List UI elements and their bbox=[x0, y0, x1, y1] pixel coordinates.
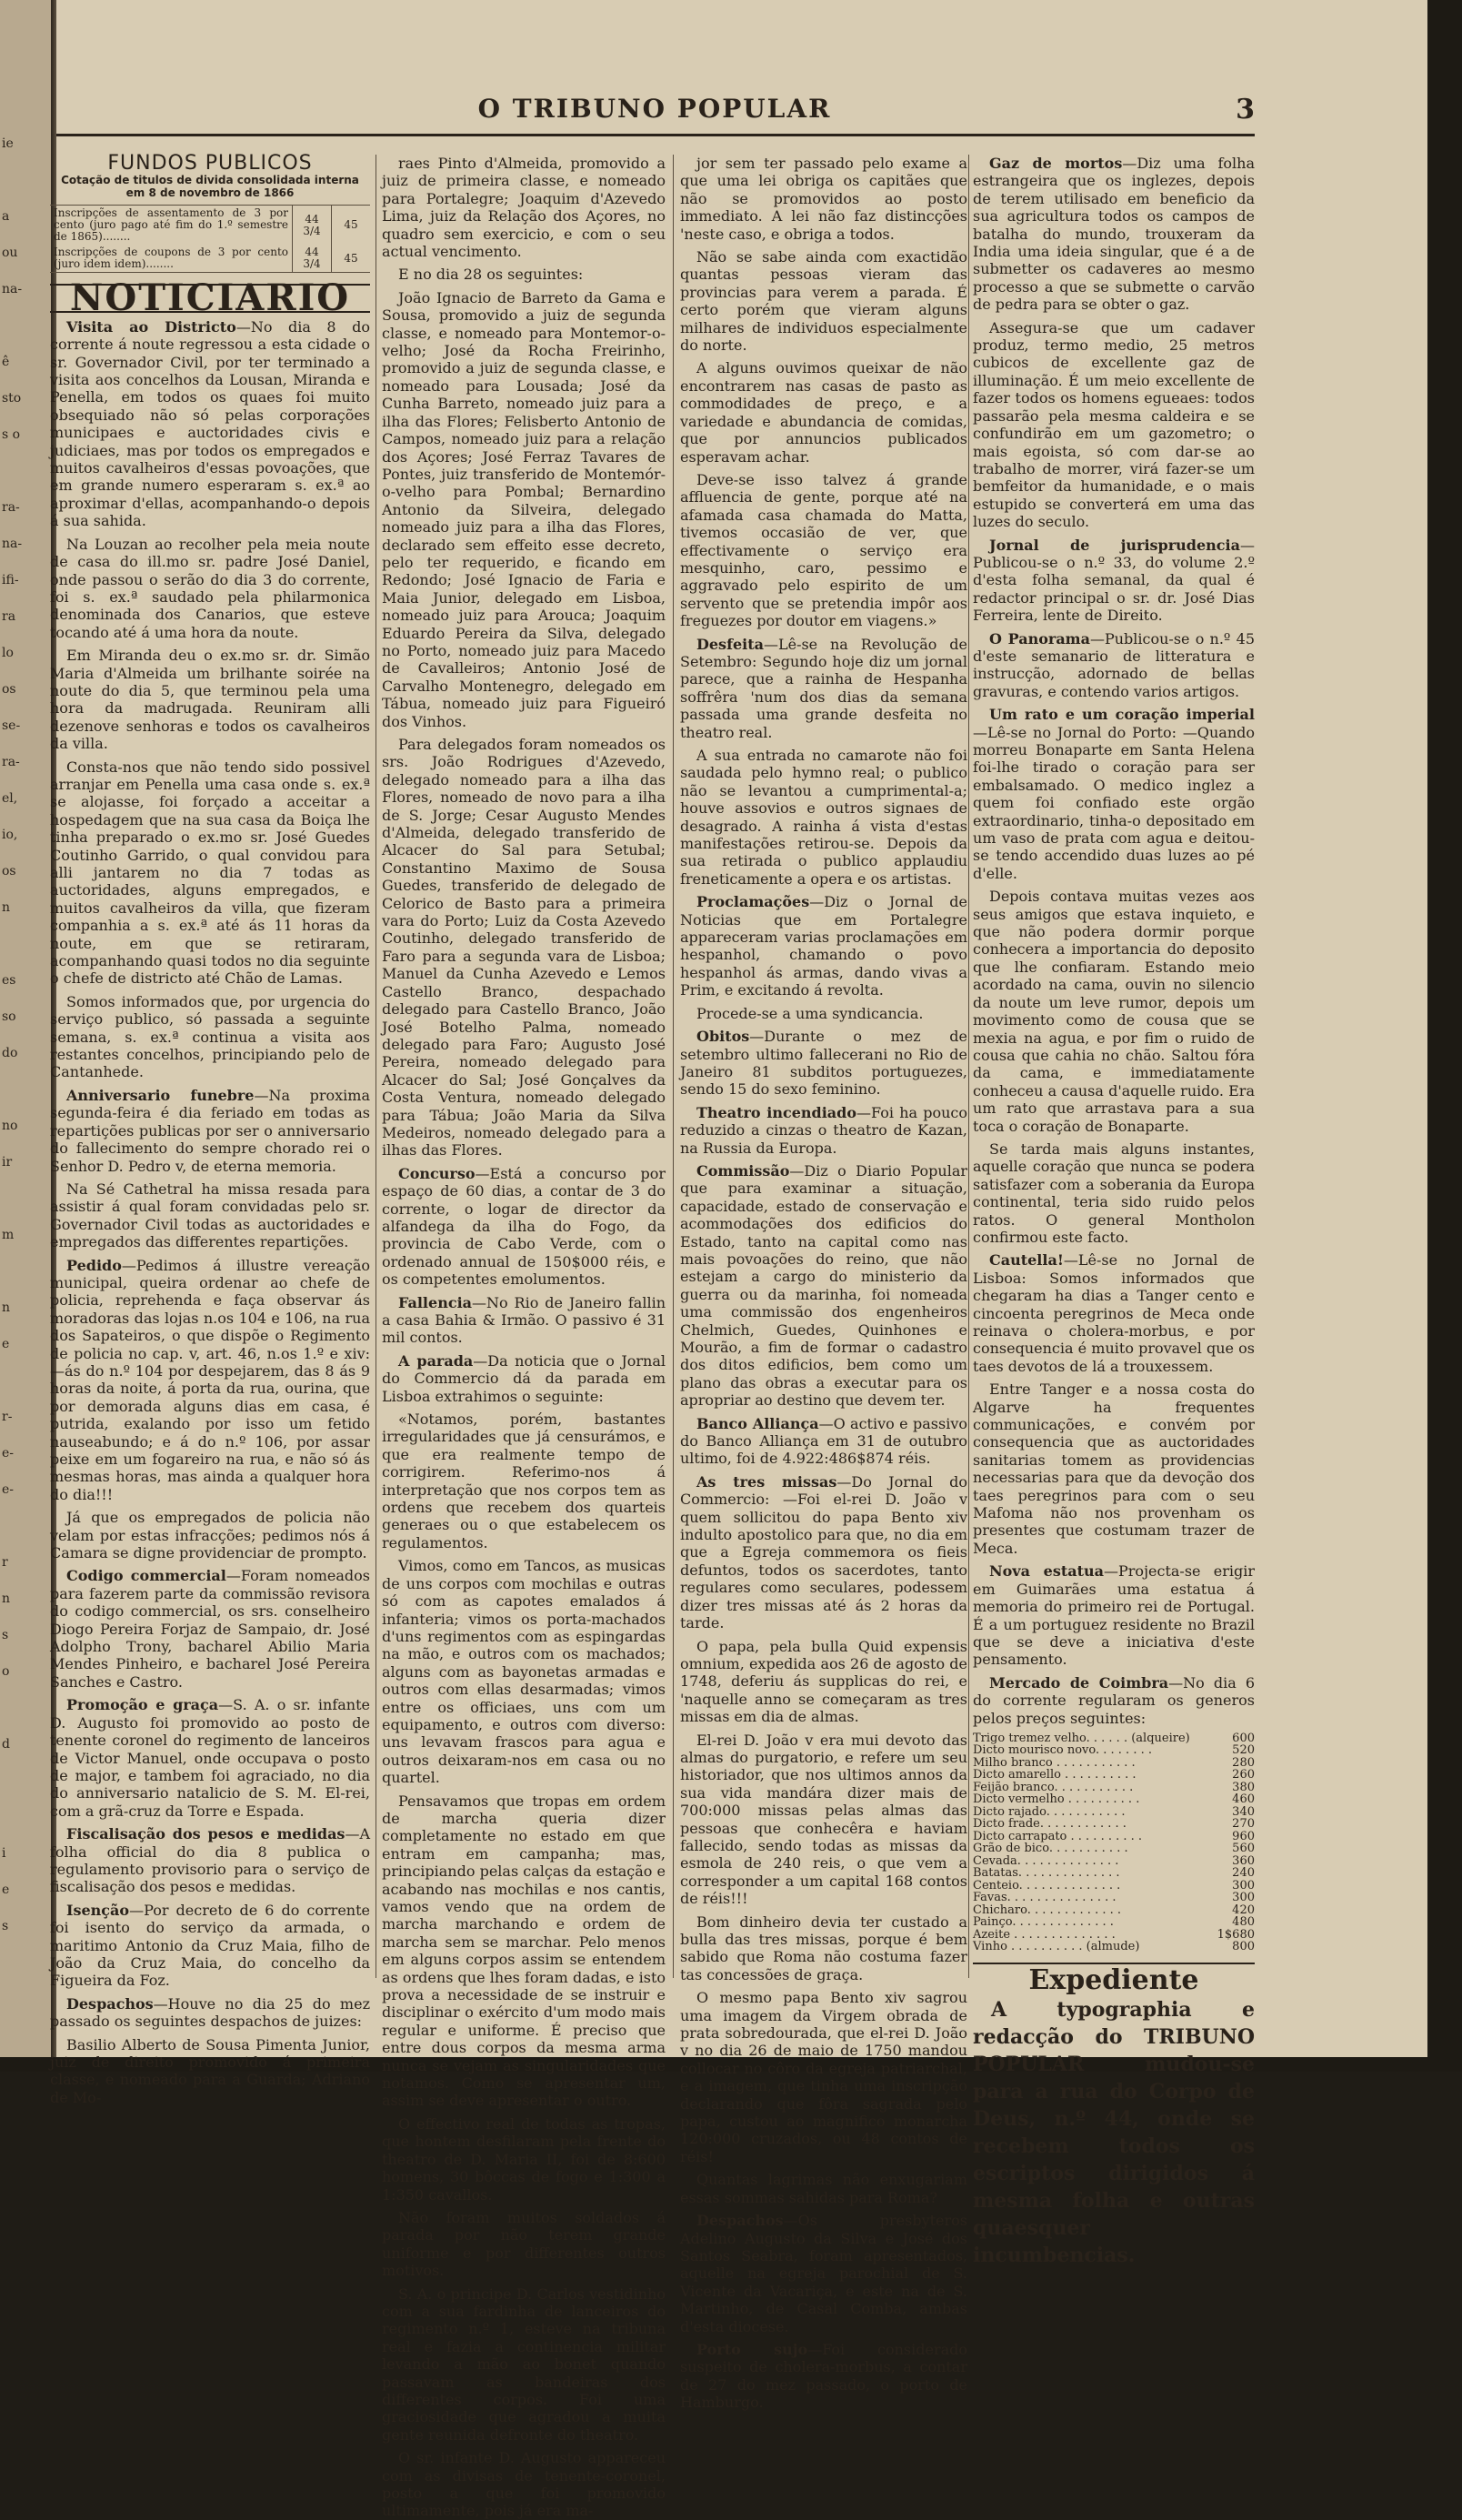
table-row bbox=[973, 1904, 1255, 1917]
article-paragraph bbox=[680, 1989, 967, 2165]
prev-page-fragment: d bbox=[2, 1737, 10, 1752]
article-body: Quantas lagrimas não enxugariam essas sommas sahidas para Roma? bbox=[680, 2171, 967, 2206]
prev-page-fragment: no bbox=[2, 1119, 18, 1133]
article-paragraph bbox=[382, 1352, 666, 1405]
expediente-notice: A typographia e redacção do TRIBUNO POPULAR mudou-se para a rua do Corpo de Deus, n.º 44, onde se recebem todos os escriptos dirigidos á mesma folha e outras quaesquer incumbencias. bbox=[973, 1998, 1255, 2268]
mercado-item: Grão de bico. . . . . . . . . . . bbox=[973, 1842, 1128, 1856]
article-body: —Publicou-se o n.º 33, do volume 2.º d'esta folha semanal, da qual é redactor principal o sr. dr. José Dias Ferreira, lente de Direito. bbox=[973, 536, 1255, 625]
article-paragraph bbox=[50, 1902, 370, 1990]
prev-page-fragment: s bbox=[2, 1628, 9, 1642]
column-1 bbox=[50, 152, 371, 2106]
column-2-articles bbox=[382, 155, 666, 2520]
article-paragraph bbox=[973, 1674, 1255, 1727]
prev-page-fragment: sto bbox=[2, 391, 22, 406]
article-paragraph bbox=[680, 1415, 967, 1468]
table-row bbox=[973, 1941, 1255, 1953]
column-1-articles bbox=[50, 318, 370, 2106]
article-paragraph bbox=[50, 318, 370, 530]
article-paragraph bbox=[973, 630, 1255, 701]
table-row bbox=[973, 1793, 1255, 1806]
prev-page-fragment: s o bbox=[2, 427, 21, 442]
mercado-price: 360 bbox=[1232, 1853, 1255, 1868]
article-headline: A parada bbox=[398, 1351, 474, 1370]
article-body: —No dia 8 do corrente á noute regressou a esta cidade o sr. Governador Civil, por ter terminado a visita aos concelhos da Lousan, Miranda e Penella, em todos os quaes foi muito obsequiado não só pelas corporações municipaes e auctoridades civis e judiciaes, mas por todos os empregados e muitos cavalheiros d'essas povoações, que em grande numero esperaram s. ex.ª ao aproximar d'ellas, acompanhando-o depois á sua sahida. bbox=[50, 317, 371, 530]
prev-page-fragment: na- bbox=[2, 282, 23, 296]
mercado-price: 260 bbox=[1232, 1768, 1255, 1782]
article-headline: Despachos bbox=[696, 2212, 784, 2230]
article-body: —No Rio de Janeiro fallin a casa Bahia & Irmão. O passivo é 31 mil contos. bbox=[382, 1293, 666, 1347]
mercado-price: 270 bbox=[1232, 1817, 1255, 1832]
mercado-item: Centeio. . . . . . . . . . . . . . bbox=[973, 1878, 1121, 1893]
article-body: —Foram nomeados para fazerem parte da commissão revisora do codigo commercial, os srs. conselheiro Diogo Pereira Forjaz de Sampaio, dr. José Adolpho Trony, bacharel Abilio Maria Mendes Pinheiro, e bacharel José Pereira Sanches e Castro. bbox=[50, 1567, 370, 1691]
article-paragraph bbox=[50, 1257, 370, 1504]
column-3 bbox=[680, 155, 967, 2412]
mercado-price: 300 bbox=[1232, 1891, 1255, 1905]
article-headline: As tres missas bbox=[696, 1472, 837, 1491]
mercado-price: 420 bbox=[1232, 1903, 1255, 1917]
article-headline: Gaz de mortos bbox=[989, 155, 1123, 172]
fundos-value: 45 bbox=[332, 245, 371, 273]
article-headline: Codigo commercial bbox=[66, 1567, 226, 1585]
table-row bbox=[973, 1842, 1255, 1855]
article-headline: Porto sujo bbox=[696, 2340, 808, 2358]
article-body: —Está a concurso por espaço de 60 dias, a contar de 3 do corrente, o logar de director da alfandega da ilha do Fogo, da provincia de Cabo Verde, com o ordenado annual de 150$000 réis, e os competentes emolumentos. bbox=[382, 1164, 666, 1289]
article-paragraph bbox=[680, 1913, 967, 1984]
prev-page-fragment: a bbox=[2, 209, 10, 224]
article-headline: Fallencia bbox=[398, 1293, 473, 1311]
article-paragraph bbox=[680, 747, 967, 888]
mercado-price: 600 bbox=[1232, 1731, 1255, 1745]
article-paragraph bbox=[382, 266, 666, 283]
article-paragraph bbox=[973, 1562, 1255, 1668]
header-rule bbox=[56, 134, 1255, 136]
article-body: raes Pinto d'Almeida, promovido a juiz de primeira classe, e nomeado para Portalegre; Joaquim d'Azevedo Lima, juiz da Relação dos Açores, no quadro sem exercicio, e com o seu actual vencimento. bbox=[382, 155, 666, 261]
prev-page-fragment: ifi- bbox=[2, 573, 19, 587]
mercado-item: Dicto rajado. . . . . . . . . . . bbox=[973, 1804, 1126, 1819]
article-body: —Durante o mez de setembro ultimo fallecerani no Rio de Janeiro 81 subditos portuguezes, sendo 15 do sexo feminino. bbox=[680, 1028, 967, 1099]
article-paragraph bbox=[382, 1557, 666, 1786]
fundos-value: 44 3/4 bbox=[293, 245, 332, 273]
table-row bbox=[973, 1929, 1255, 1942]
fundos-value: 44 3/4 bbox=[293, 206, 332, 246]
article-headline: Mercado de Coimbra bbox=[989, 1673, 1169, 1692]
section-title-noticiario: NOTICIARIO bbox=[50, 284, 370, 312]
article-paragraph bbox=[382, 736, 666, 1160]
article-paragraph bbox=[382, 289, 666, 730]
article-body: Na Sé Cathetral ha missa resada para assistir á qual foram convidadas pelo sr. Governador Civil todas as auctoridades e empregados das differentes repartições. bbox=[50, 1180, 370, 1251]
prev-page-fragment: ra bbox=[2, 609, 16, 624]
mercado-price: 340 bbox=[1232, 1804, 1255, 1819]
prev-page-fragment: os bbox=[2, 864, 16, 878]
article-body: Não foram muitos soldados á parada por não terem grande uniforme e por differentes outros motivos. bbox=[382, 2208, 666, 2280]
mercado-price: 800 bbox=[1232, 1940, 1255, 1954]
article-paragraph bbox=[382, 2115, 666, 2204]
table-row bbox=[973, 1855, 1255, 1868]
prev-page-fragment: i bbox=[2, 1846, 6, 1861]
mercado-price: 960 bbox=[1232, 1829, 1255, 1843]
article-paragraph bbox=[680, 1005, 967, 1022]
article-body: Deve-se isso talvez á grande affluencia de gente, porque até na afamada casa chamada do Matta, tivemos occasião de ver, que effectivamente o serviço era mesquinho, caro, pessimo e aggravado pelo espirito de um servento que se pretendia impôr aos freguezes por doutor em viagens.» bbox=[680, 470, 967, 630]
table-row bbox=[973, 1880, 1255, 1893]
article-body: Procede-se a uma syndicancia. bbox=[696, 1004, 924, 1022]
article-body: João Ignacio de Barreto da Gama e Sousa, promovido a juiz de segunda classe, e nomeado para Montemor-o-velho; José da Rocha Freirinho, promovido a juiz de segunda classe, e nomeado para Lousada; José da Cunha Barreto, nomeado juiz para a ilha das Flores; Felisberto Antonio de Campos, nomeado juiz para a relação dos Açores; José Ferraz Tavares de Pontes, juiz transferido de Montemór-o-velho para Pombal; Bernardino Antonio da Silveira, delegado nomeado juiz para a ilha das Flores, declarado sem effeito esse decreto, pelo ter requerido, e ficando em Redondo; José Ignacio de Faria e Maia Junior, delegado em Lisboa, nomeado juiz para Arouca; Joaquim Eduardo Pereira da Silva, delegado no Porto, nomeado juiz para Macedo de Cavalleiros; Antonio José de Carvalho Montenegro, delegado em Tábua, nomeado juiz para Figueiró dos Vinhos. bbox=[382, 288, 666, 730]
mercado-price: 480 bbox=[1232, 1915, 1255, 1930]
mercado-price-table bbox=[973, 1732, 1255, 1953]
article-paragraph bbox=[973, 1380, 1255, 1557]
table-row bbox=[973, 1732, 1255, 1745]
prev-page-fragment: el, bbox=[2, 791, 18, 806]
article-paragraph bbox=[973, 888, 1255, 1135]
prev-page-fragment: ou bbox=[2, 246, 18, 260]
prev-page-fragment: m bbox=[2, 1228, 15, 1242]
table-row bbox=[973, 1892, 1255, 1904]
column-2 bbox=[382, 155, 666, 2520]
article-paragraph bbox=[680, 1104, 967, 1157]
table-row bbox=[973, 1916, 1255, 1929]
mercado-price: 460 bbox=[1232, 1792, 1255, 1807]
article-body: —Diz o Diario Popular que para examinar a situação, capacidade, estado de conservação e acommodações dos edificios do Estado, tanto na capital como nas mais povoações do reino, que não estejam a cargo do ministerio da guerra ou da marinha, foi nomeada uma commissão dos engenheiros Chelmich, Guedes, Quinhones e Mourão, a fim de formar o cadastro dos ditos edificios, bem como um plano das obras a executar para os apropriar ao destino que devem ter. bbox=[680, 1161, 967, 1410]
article-paragraph bbox=[382, 1294, 666, 1347]
article-body: —Do Jornal do Commercio: —Foi el-rei D. João v quem sollicitou do papa Bento xiv indulto apostolico para que, no dia em que a Egreja commemora os fieis defuntos, todos os sacerdotes, tanto regulares como seculares, podessem dizer tres missas até ás 2 horas da tarde. bbox=[680, 1472, 967, 1632]
article-body: —Na proxima segunda-feira é dia feriado em todas as repartições publicas por ser o anniversario do fallecimento do sempre chorado rei o Senhor D. Pedro v, de eterna memoria. bbox=[50, 1086, 370, 1175]
prev-page-fragment: n bbox=[2, 1591, 11, 1606]
expediente-title: Expediente bbox=[973, 1963, 1255, 1989]
article-paragraph bbox=[50, 1180, 370, 1251]
masthead bbox=[55, 94, 1255, 130]
prev-page-fragment: ra- bbox=[2, 755, 20, 769]
article-body: —Publicou-se o n.º 45 d'este semanario de litteratura e instrucção, adornado de bellas gravuras, e contendo varios artigos. bbox=[973, 629, 1255, 700]
prev-page-fragment: ie bbox=[2, 136, 14, 151]
article-body: Já que os empregados de policia não velam por estas infracções; pedimos nós á Camara se digne providenciar de prompto. bbox=[50, 1509, 370, 1562]
article-headline: Despachos bbox=[66, 1994, 154, 2013]
article-headline: Visita ao Districto bbox=[66, 317, 236, 336]
article-body: —A folha official do dia 8 publica o regulamento provisorio para o serviço de fiscalisação dos pesos e medidas. bbox=[50, 1825, 370, 1896]
article-paragraph bbox=[680, 636, 967, 741]
article-paragraph bbox=[50, 1087, 370, 1175]
article-body: Assegura-se que um cadaver produz, termo medio, 25 metros cubicos de excellente gaz de illuminação. É um meio excellente de fazer todos os homens egueaes: todos passarão pela mesma caldeira e se confundirão em um gazometro; o mais egoista, só com dar-se ao trabalho de morrer, virá fazer-se um bemfeitor da humanidade, e o mais estupido se converterá em uma das luzes do seculo. bbox=[973, 318, 1255, 531]
mercado-item: Dicto vermelho . . . . . . . . . . bbox=[973, 1792, 1140, 1807]
prev-page-fragment: e- bbox=[2, 1482, 15, 1497]
article-paragraph bbox=[50, 1567, 370, 1691]
article-body: Depois contava muitas vezes aos seus amigos que estava inquieto, e que não podera dormir porque conhecera a importancia do deposito que lhe confiaram. Estando meio acordado na cama, ouvin no silencio da noute um leve rumor, depois um movimento como de cousa que se mexia na agua, e por fim o ruido de cousa que cahia no chão. Saltou fóra da cama, e immediatamente conheceu a causa d'aquelle ruido. Era um rato que arrastava para a sua toca o coração de Bonaparte. bbox=[973, 888, 1255, 1135]
mercado-item: Batatas. . . . . . . . . . . . . . bbox=[973, 1866, 1120, 1881]
article-body: O mesmo papa Bento xiv sagrou uma imagem da Virgem obrada de prata sobredourada, que el-rei D. João v no dia 26 de maio de 1750 mandou collocar no côro da egreja patriarchal, e a imagem, que tinha uma inscripção declarando que fôra sagrada pelo papa, custou ao magnifico monarcha 120:000 cruzados, ou 48 contos de réis! bbox=[680, 1989, 967, 2165]
article-body: El-rei D. João v era mui devoto das almas do purgatorio, e refere um seu historiador, que nos ultimos annos da sua vida mandára dizer mais de 700:000 missas pelas almas das pessoas que conhecêra e haviam fallecido, sendo todas as missas da esmola de 240 reis, o que vem a corresponder a um capital 168 contos de réis!!! bbox=[680, 1731, 967, 1908]
mercado-item: Dicto amarello . . . . . . . . . . bbox=[973, 1768, 1137, 1782]
article-paragraph bbox=[382, 1165, 666, 1289]
table-row bbox=[973, 1831, 1255, 1843]
article-paragraph bbox=[50, 1509, 370, 1561]
article-body: A sua entrada no camarote não foi saudada pelo hymno real; o publico não se levantou a cumprimental-a; houve assovios e outros signaes de desagrado. A rainha á vista d'estas manifestações retirou-se. Depois da sua retirada o publico applaudiu freneticamente a opera e os artistas. bbox=[680, 747, 967, 888]
fundos-subtitle: Cotação de titulos de divida consolidada interna em 8 de novembro de 1866 bbox=[61, 174, 359, 200]
column-4 bbox=[973, 155, 1255, 2268]
article-paragraph bbox=[680, 2341, 967, 2412]
mercado-item: Feijão branco. . . . . . . . . . . bbox=[973, 1780, 1134, 1794]
article-paragraph bbox=[973, 537, 1255, 625]
column-separator bbox=[968, 155, 969, 1978]
table-row bbox=[973, 1818, 1255, 1831]
article-paragraph bbox=[680, 1473, 967, 1632]
article-paragraph bbox=[382, 1792, 666, 2110]
mercado-item: Vinho . . . . . . . . . . (almude) bbox=[973, 1940, 1140, 1954]
article-body: Em Miranda deu o ex.mo sr. dr. Simão Maria d'Almeida um brilhante soirée na noute do dia 5, que terminou pela uma hora da madrugada. Reuniram alli dezenove senhoras e todos os cavalheiros da villa. bbox=[50, 647, 370, 753]
article-body: «Notamos, porém, bastantes irregularidades que já censurámos, e que era realmente tempo de corrigirem. Referimo-nos á interpretação que nos corpos tem as ordens que recebem dos quarteis generaes ou o que estabelecem os regulamentos. bbox=[382, 1411, 666, 1551]
article-headline: O Panorama bbox=[989, 629, 1090, 648]
prev-page-fragment: e- bbox=[2, 1446, 15, 1461]
article-body: Na Louzan ao recolher pela meia noute de casa do ill.mo sr. padre José Daniel, onde passou o serão do dia 3 do corrente, foi s. ex.ª saudado pela philarmonica denominada dos Canarios, que esteve tocando até á uma hora da noute. bbox=[50, 535, 370, 641]
article-body: —Da noticia que o Jornal do Commercio dá da parada em Lisboa extrahimos o seguinte: bbox=[382, 1351, 666, 1405]
article-body: Vimos, como em Tancos, as musicas de uns corpos com mochilas e outras só com as capotes emalados á infanteria; vimos os porta-machados d'uns regimentos com as espingardas na mão, e outros com os machados; alguns com as bayonetas armadas e outros com ellas desarmadas; vimos entre os officiaes, uns com um equipamento, e outros com diverso: uns levavam frascos para agua e outros deixaram-nos em casa ou no quartel. bbox=[382, 1557, 666, 1787]
article-paragraph bbox=[50, 1995, 370, 2031]
article-body: O papa, pela bulla Quid expensis omnium, expedida aos 26 de agosto de 1748, deferiu ás supplicas do rei, e 'naquelle anno se começaram as tres missas em dia de almas. bbox=[680, 1637, 967, 1726]
prev-page-fragment: n bbox=[2, 1300, 11, 1315]
article-headline: Fiscalisação dos pesos e medidas bbox=[66, 1825, 345, 1843]
article-body: —Lê-se no Jornal do Porto: —Quando morreu Bonaparte em Santa Helena foi-lhe tirado o coração para ser embalsamado. O medico inglez a quem foi confiado este orgão extraordinario, tinha-o depositado em um vaso de prata com agua e deitou-se tendo accendido duas luzes ao pé d'elle. bbox=[973, 723, 1255, 882]
article-body: —Os presbyteros Adelino Augusto da Silva e José dos Santos Seabra, foram apresentados, aquelle na egreja parochial de S. Vicente da Vacariça, e este na de S. Martinho, de Casal Comba, ambas d'esta diocese. bbox=[680, 2212, 967, 2335]
article-body: Basilio Alberto de Sousa Pimenta Junior, juiz de direito promovido á primeira classe, e nomeado para a Guarda; Adriano de Mo- bbox=[50, 2035, 370, 2106]
article-headline: Commissão bbox=[696, 1161, 790, 1180]
prev-page-fragment: lo bbox=[2, 646, 14, 660]
article-paragraph bbox=[680, 1638, 967, 1726]
column-separator bbox=[673, 155, 674, 1978]
table-row bbox=[973, 1744, 1255, 1757]
article-headline: Concurso bbox=[398, 1164, 476, 1182]
article-paragraph bbox=[382, 2285, 666, 2445]
mercado-item: Milho branco . . . . . . . . . . . bbox=[973, 1755, 1136, 1770]
article-headline: Obitos bbox=[696, 1028, 750, 1046]
article-body: —Diz uma folha estrangeira que os inglezes, depois de terem utilisado em beneficio da sua agricultura todos os campos de batalha do mundo, trouxeram da India uma ideia singular, que é a de submetter os cadaveres ao mesmo processo a que se submette o carvão de pedra para se obter o gaz. bbox=[973, 155, 1255, 314]
article-body: —S. A. o sr. infante D. Augusto foi promovido ao posto de tenente coronel do regimento de lanceiros de Victor Manuel, onde occupava o posto de major, e tambem foi agraciado, no dia do anniversario natalicio de S. M. El-rei, com a grã-cruz da Torre e Espada. bbox=[50, 1696, 370, 1820]
fundos-label: Inscripções de assentamento de 3 por cento (juro pago até fim do 1.º semestre de 1865)........ bbox=[54, 206, 288, 244]
fundos-label: Inscripções de coupons de 3 por cento (juro idem idem)........ bbox=[54, 246, 288, 271]
mercado-item: Dicto carrapato . . . . . . . . . . bbox=[973, 1829, 1143, 1843]
mercado-price: 280 bbox=[1232, 1755, 1255, 1770]
article-body: E no dia 28 os seguintes: bbox=[398, 266, 584, 284]
fundos-title: FUNDOS PUBLICOS bbox=[107, 152, 313, 175]
article-paragraph bbox=[680, 2212, 967, 2335]
article-body: —Foi ha pouco reduzido a cinzas o theatro de Kazan, na Russia da Europa. bbox=[680, 1103, 967, 1157]
article-paragraph bbox=[680, 155, 967, 243]
mercado-item: Favas. . . . . . . . . . . . . . . bbox=[973, 1891, 1117, 1905]
article-paragraph bbox=[50, 1696, 370, 1820]
newspaper-title: O TRIBUNO POPULAR bbox=[477, 94, 832, 124]
column-4-articles bbox=[973, 155, 1255, 1727]
article-headline: Anniversario funebre bbox=[66, 1086, 255, 1104]
mercado-item: Dicto mourisco novo. . . . . . . . bbox=[973, 1743, 1152, 1758]
article-paragraph bbox=[50, 993, 370, 1081]
article-paragraph bbox=[382, 155, 666, 260]
article-headline: Cautella! bbox=[989, 1251, 1064, 1270]
article-headline: Jornal de jurisprudencia bbox=[989, 536, 1240, 554]
article-paragraph bbox=[680, 893, 967, 999]
article-headline: Promoção e graça bbox=[66, 1696, 219, 1714]
mercado-price: 380 bbox=[1232, 1780, 1255, 1794]
article-body: —Lê-se na Revolução de Setembro: Segundo hoje diz um jornal parece, que a rainha de Hespanha soffrêra 'num dos dias da semana passada uma grande desfeita no theatro real. bbox=[680, 635, 967, 741]
article-paragraph bbox=[50, 2036, 370, 2107]
article-body: Entre Tanger e a nossa costa do Algarve ha frequentes communicações, e convém por consequencia que as auctoridades sanitarias tomem as providencias necessarias para que da devoção dos taes peregrinos para com o seu Mafoma não nos provenham os presentes que costumam trazer de Meca. bbox=[973, 1380, 1255, 1557]
table-row bbox=[973, 1867, 1255, 1880]
article-paragraph bbox=[973, 1251, 1255, 1375]
article-headline: Banco Alliança bbox=[696, 1414, 819, 1432]
prev-page-fragment: ir bbox=[2, 1155, 13, 1170]
prev-page-fragment: ra- bbox=[2, 500, 20, 515]
article-body: Para delegados foram nomeados os srs. João Rodrigues d'Azevedo, delegado nomeado para a ilha das Flores, nomeado de novo para a ilha de S. Jorge; Cesar Augusto Mendes d'Almeida, delegado transferido de Alcacer do Sal para Setubal; Constantino Maximo de Sousa Guedes, transferido de delegado de Celorico de Basto para a primeira vara do Porto; Luiz da Costa Azevedo Coutinho, delegado transferido de Faro para a segunda vara de Lisboa; Manuel da Cunha Azevedo e Lemos Castello Branco, despachado delegado para Castello Branco, João José Botelho Palma, nomeado delegado para Faro; Augusto José Pereira, nomeado delegado para Alcacer do Sal; José Gonçalves da Costa Ventura, nomeado delegado para Tábua; João Maria da Silva Medeiros, nomeado delegado para a ilhas das Flores. bbox=[382, 736, 666, 1160]
article-paragraph bbox=[680, 1162, 967, 1410]
article-body: Se tarda mais alguns instantes, aquelle coração que nunca se podera satisfazer com a soberania da Europa continental, teria sido ruido pelos ratos. O general Montholon confirmou este facto. bbox=[973, 1140, 1255, 1246]
article-body: —Foi considerado suspeito de cholera-morbus, a contar de 27 do mez passado, o porto de Hamburgo. bbox=[680, 2340, 967, 2412]
prev-page-fragment: do bbox=[2, 1046, 18, 1060]
table-row bbox=[973, 1769, 1255, 1782]
mercado-price: 560 bbox=[1232, 1842, 1255, 1856]
article-body: Consta-nos que não tendo sido possivel arranjar em Penella uma casa onde s. ex.ª se alojasse, foi forçado a acceitar a hospedagem que na sua casa da Boiça lhe tinha preparado o ex.mo sr. José Guedes Coutinho Garrido, o qual convidou para alli jantarem no dia 7 todas as auctoridades, alguns empregados, e muitos cavalheiros da villa, que fizeram companhia a s. ex.ª até ás 11 horas da noute, em que se retiraram, acompanhando quasi todos no dia seguinte o chefe de districto até Chão de Lamas. bbox=[50, 758, 370, 988]
page-number: 3 bbox=[1236, 94, 1255, 125]
article-paragraph bbox=[973, 706, 1255, 882]
article-body: Bom dinheiro devia ter custado a bulla das tres missas, porque é bem sabido que Roma não costuma fazer tas concessões de graça. bbox=[680, 1913, 967, 1983]
mercado-item: Cevada. . . . . . . . . . . . . . bbox=[973, 1853, 1119, 1868]
table-row bbox=[50, 206, 370, 246]
article-body: —O activo e passivo do Banco Alliança em 31 de outubro ultimo, foi de 4.922:486$874 réis. bbox=[680, 1414, 967, 1468]
article-paragraph bbox=[680, 1732, 967, 1908]
table-row bbox=[973, 1757, 1255, 1770]
previous-page-edge bbox=[0, 0, 56, 2057]
prev-page-fragment: r bbox=[2, 1555, 8, 1570]
article-body: —Por decreto de 6 do corrente foi isento do serviço da armada, o maritimo Antonio da Cruz Maia, filho de João da Cruz Maia, do concelho da Figueira da Foz. bbox=[50, 1901, 370, 1990]
mercado-price: 300 bbox=[1232, 1878, 1255, 1893]
article-paragraph bbox=[382, 1411, 666, 1551]
prev-page-fragment: na- bbox=[2, 537, 23, 551]
article-body: —Houve no dia 25 do mez passado os seguintes despachos de juizes: bbox=[50, 1994, 370, 2031]
article-body: S. A. o principe D. Carlos vestidinho com a sua fardinha de lanceiros do regimento n.º 1, esteve na tribuna real e fazia a continencia militar levando a mão ao bonet quando passavam as bandeiras dos differentes corpos. Foi uma graciosidade que agradou a muita gente reunida defronte do theatro. bbox=[382, 2284, 666, 2444]
article-paragraph bbox=[50, 1825, 370, 1896]
table-row bbox=[50, 245, 370, 273]
article-paragraph bbox=[50, 758, 370, 988]
mercado-item: Painço. . . . . . . . . . . . . . bbox=[973, 1915, 1114, 1930]
mercado-item: Trigo tremez velho. . . . . . (alqueire) bbox=[973, 1731, 1190, 1745]
article-headline: Proclamações bbox=[696, 893, 810, 911]
prev-page-fragment: os bbox=[2, 682, 16, 697]
column-3-articles bbox=[680, 155, 967, 2412]
prev-page-fragment: s bbox=[2, 1919, 9, 1933]
article-body: —No dia 6 do corrente regularam os generos pelos preços seguintes: bbox=[973, 1673, 1255, 1727]
article-body: A alguns ouvimos queixar de não encontrarem nas casas de pasto as commodidades de preço, e a variedade e abundancia de comidas, que por annuncios publicados esperavam achar. bbox=[680, 359, 967, 466]
article-paragraph bbox=[973, 155, 1255, 314]
prev-page-fragment: e bbox=[2, 1882, 10, 1897]
article-headline: Um rato e um coração imperial bbox=[989, 706, 1255, 724]
article-body: —Pedimos á illustre vereação municipal, queira ordenar ao chefe de policia, reprehenda e faça observar ás moradoras das lojas n.os 104 e 106, na rua dos Sapateiros, o que dispõe o Regimento de policia no cap. v, art. 46, n.os 1.º e xiv: —ás do n.º 104 por despejarem, das 8 ás 9 horas da noite, á porta da rua, ourina, que por demorada alguns dias em casa, é putrida, exalando por isso um fetido nauseabundo; e á do n.º 106, por assar peixe em um fogareiro na rua, e não só ás mesmas horas, mas ainda a qualquer hora do dia!!! bbox=[50, 1256, 370, 1503]
article-paragraph bbox=[382, 2449, 666, 2520]
article-body: O effectivo real de todas as tropas, que hontem desfilaram pela frente do theatro de D. Maria II, foi de 8:600 homens, 30 bôccas de fogo e 1:300 a 1:350 cavallos. bbox=[382, 2114, 666, 2204]
article-paragraph bbox=[50, 647, 370, 752]
table-row bbox=[973, 1806, 1255, 1819]
fundos-publicos bbox=[50, 152, 370, 273]
article-body: Pensavamos que tropas em ordem de marcha queria dizer completamente no estado em que entram em campanha; mas, principiando pelas calças da estação e acabando nas mochilas e nos cantis, vamos vendo que na ordem de marcha marchando e ordem de marcha sem se marchar. Pelo menos em alguns corpos assim se entendem as ordens que lhes foram dadas, e isto prova a necessidade de se instruir e disciplinar o exército d'um modo mais regular e uniforme. É preciso que entre dous corpos da mesma arma nunca se vejam as singularidades que notamos. Como se apresentar um, assim se deve apresentar o outro. bbox=[382, 1792, 666, 2110]
article-headline: Isenção bbox=[66, 1901, 130, 1919]
article-headline: Theatro incendiado bbox=[696, 1103, 857, 1121]
article-paragraph bbox=[50, 536, 370, 641]
article-paragraph bbox=[680, 471, 967, 630]
article-body: —Projecta-se erigir em Guimarães uma estatua á memoria do primeiro rei de Portugal. É a um portuguez residente no Brazil que se deve a iniciativa d'este pensamento. bbox=[973, 1562, 1255, 1669]
prev-page-fragment: e bbox=[2, 1337, 10, 1351]
article-paragraph bbox=[973, 319, 1255, 531]
article-paragraph bbox=[680, 1028, 967, 1099]
prev-page-fragment: ê bbox=[2, 355, 10, 369]
mercado-price: 520 bbox=[1232, 1743, 1255, 1758]
fundos-value: 45 bbox=[332, 206, 371, 246]
article-body: —Lê-se no Jornal de Lisboa: Somos informados que chegaram ha dias a Tanger cento e cincoenta peregrinos de Meca onde reinava o cholera-morbus, e por consequencia é muito provavel que os taes devotos de lá a trouxessem. bbox=[973, 1251, 1255, 1375]
article-paragraph bbox=[973, 1140, 1255, 1246]
article-paragraph bbox=[382, 2209, 666, 2280]
article-paragraph bbox=[680, 359, 967, 465]
table-row bbox=[973, 1782, 1255, 1794]
article-paragraph bbox=[680, 2171, 967, 2206]
fundos-table bbox=[50, 205, 370, 273]
prev-page-fragment: r- bbox=[2, 1410, 13, 1424]
prev-page-fragment: n bbox=[2, 900, 11, 915]
prev-page-fragment: io, bbox=[2, 828, 18, 842]
prev-page-fragment: es bbox=[2, 973, 16, 988]
article-body: jor sem ter passado pelo exame a que uma lei obriga os capitães que não se promovidos ao posto immediato. A lei não faz distincções 'neste caso, e obriga a todos. bbox=[680, 155, 967, 243]
article-headline: Pedido bbox=[66, 1256, 122, 1274]
mercado-price: 240 bbox=[1232, 1866, 1255, 1881]
mercado-price: 1$680 bbox=[1217, 1927, 1255, 1942]
article-body: Não se sabe ainda com exactidão quantas pessoas vieram das provincias para verem a parada. É certo porém que vieram alguns milhares de individuos especialmente do norte. bbox=[680, 248, 967, 355]
article-body: O sr. infante D. Augusto appareceu com as divisas de tenente-coronel, posto a que foi promovido ultimamente, pois já era ma- bbox=[382, 2449, 666, 2520]
mercado-item: Azeite . . . . . . . . . . . . . . bbox=[973, 1927, 1116, 1942]
article-body: —Diz o Jornal de Noticias que em Portalegre appareceram varias proclamações em hespanhol, chamando o povo hespanhol ás armas, dando vivas a Prim, e excitando á revolta. bbox=[680, 893, 967, 999]
article-headline: Desfeita bbox=[696, 635, 764, 653]
prev-page-fragment: o bbox=[2, 1664, 10, 1679]
article-body: Somos informados que, por urgencia do serviço publico, só passada a seguinte semana, s. ex.ª continua a visita aos restantes concelhos, principiando pelo de Cantanhede. bbox=[50, 992, 370, 1081]
prev-page-fragment: so bbox=[2, 1009, 16, 1024]
mercado-item: Chicharo. . . . . . . . . . . . . bbox=[973, 1903, 1122, 1917]
prev-page-fragment: se- bbox=[2, 718, 21, 733]
article-headline: Nova estatua bbox=[989, 1562, 1105, 1581]
article-paragraph bbox=[680, 248, 967, 354]
mercado-item: Dicto frade. . . . . . . . . . . . bbox=[973, 1817, 1127, 1832]
